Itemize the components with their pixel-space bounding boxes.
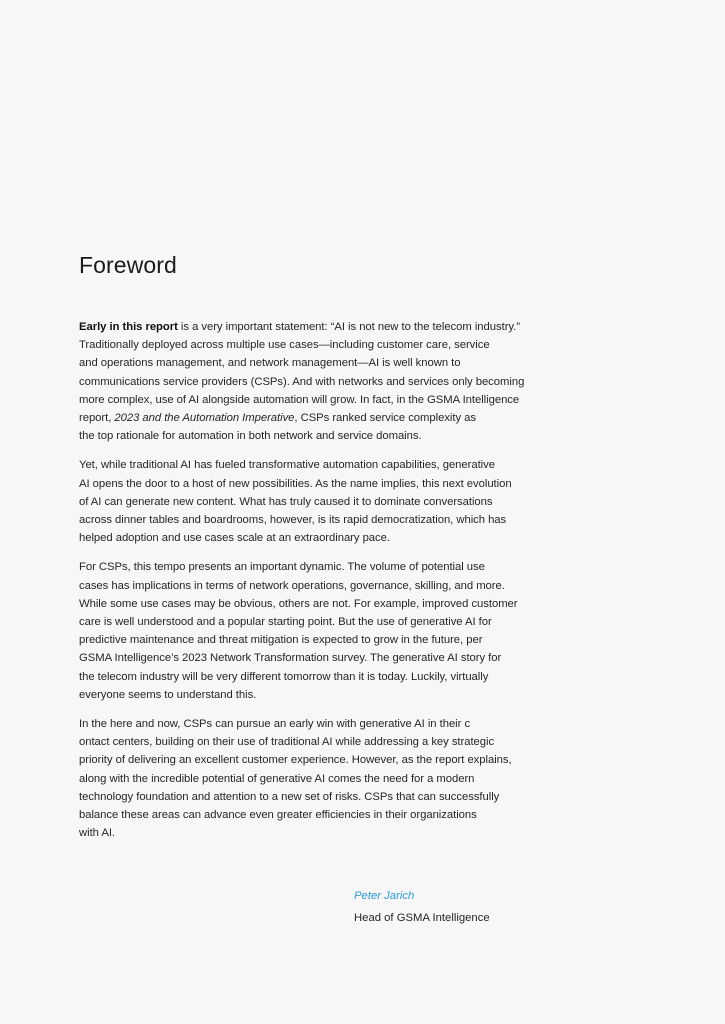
paragraph-4-line: along with the incredible potential of generative AI comes the need for a modern [79,772,475,785]
lead-in-bold: Early in this report [79,321,178,333]
paragraph-1-line-1-text: is a very important statement: “AI is not new to the telecom industry.” [177,321,520,333]
report-prefix: report, [79,412,115,425]
paragraph-1-line [79,318,549,336]
paragraph-3-line: care is well understood and a popular starting point. But the use of generative AI for [79,616,492,629]
paragraph-1-line: communications service providers (CSPs). And with networks and services only becoming [79,375,525,388]
paragraph-1-line [79,409,549,427]
signature-role: Head of GSMA Intelligence [354,912,490,924]
paragraph-4-line: priority of delivering an excellent customer experience. However, as the report explains, [79,754,512,767]
paragraph-1-line: Traditionally deployed across multiple use cases—including customer care, service [79,339,490,352]
report-suffix: , CSPs ranked service complexity as [294,412,476,425]
paragraph-2-line: AI opens the door to a host of new possibilities. As the name implies, this next evolution [79,477,512,490]
paragraph-3 [79,558,549,704]
paragraph-3-line: GSMA Intelligence’s 2023 Network Transformation survey. The generative AI story for [79,652,502,665]
paragraph-4-line: with AI. [79,827,116,840]
paragraph-4-line: ontact centers, building on their use of traditional AI while addressing a key strategic [79,736,495,749]
signature-name: Peter Jarich [354,890,415,902]
paragraph-2-line: helped adoption and use cases scale at an extraordinary pace. [79,532,390,545]
paragraph-4-line: balance these areas can advance even greater efficiencies in their organizations [79,809,477,822]
foreword-body [79,318,549,853]
page-title: Foreword [79,252,177,278]
paragraph-2 [79,456,549,547]
paragraph-4-line: In the here and now, CSPs can pursue an early win with generative AI in their c [79,718,471,731]
paragraph-2-line: Yet, while traditional AI has fueled transformative automation capabilities, generative [79,459,495,472]
paragraph-4-line: technology foundation and attention to a new set of risks. CSPs that can successfully [79,790,500,803]
paragraph-4 [79,715,549,842]
paragraph-2-line: across dinner tables and boardrooms, however, is its rapid democratization, which has [79,514,507,527]
paragraph-1 [79,318,549,445]
paragraph-1-line: and operations management, and network management—AI is well known to [79,357,461,370]
report-title-italic: 2023 and the Automation Imperative [114,412,295,425]
paragraph-2-line: of AI can generate new content. What has truly caused it to dominate conversations [79,495,493,508]
paragraph-3-line: the telecom industry will be very different tomorrow than it is today. Luckily, virtually [79,670,489,683]
paragraph-3-line: For CSPs, this tempo presents an important dynamic. The volume of potential use [79,561,485,574]
paragraph-1-line: the top rationale for automation in both network and service domains. [79,430,422,443]
paragraph-1-line: more complex, use of AI alongside automation will grow. In fact, in the GSMA Intelligence [79,393,520,406]
paragraph-3-line: While some use cases may be obvious, others are not. For example, improved customer [79,597,518,610]
paragraph-3-line: predictive maintenance and threat mitigation is expected to grow in the future, per [79,634,483,647]
paragraph-3-line: cases has implications in terms of network operations, governance, skilling, and more. [79,579,505,592]
paragraph-3-line: everyone seems to understand this. [79,688,257,701]
signature-block [354,887,490,927]
